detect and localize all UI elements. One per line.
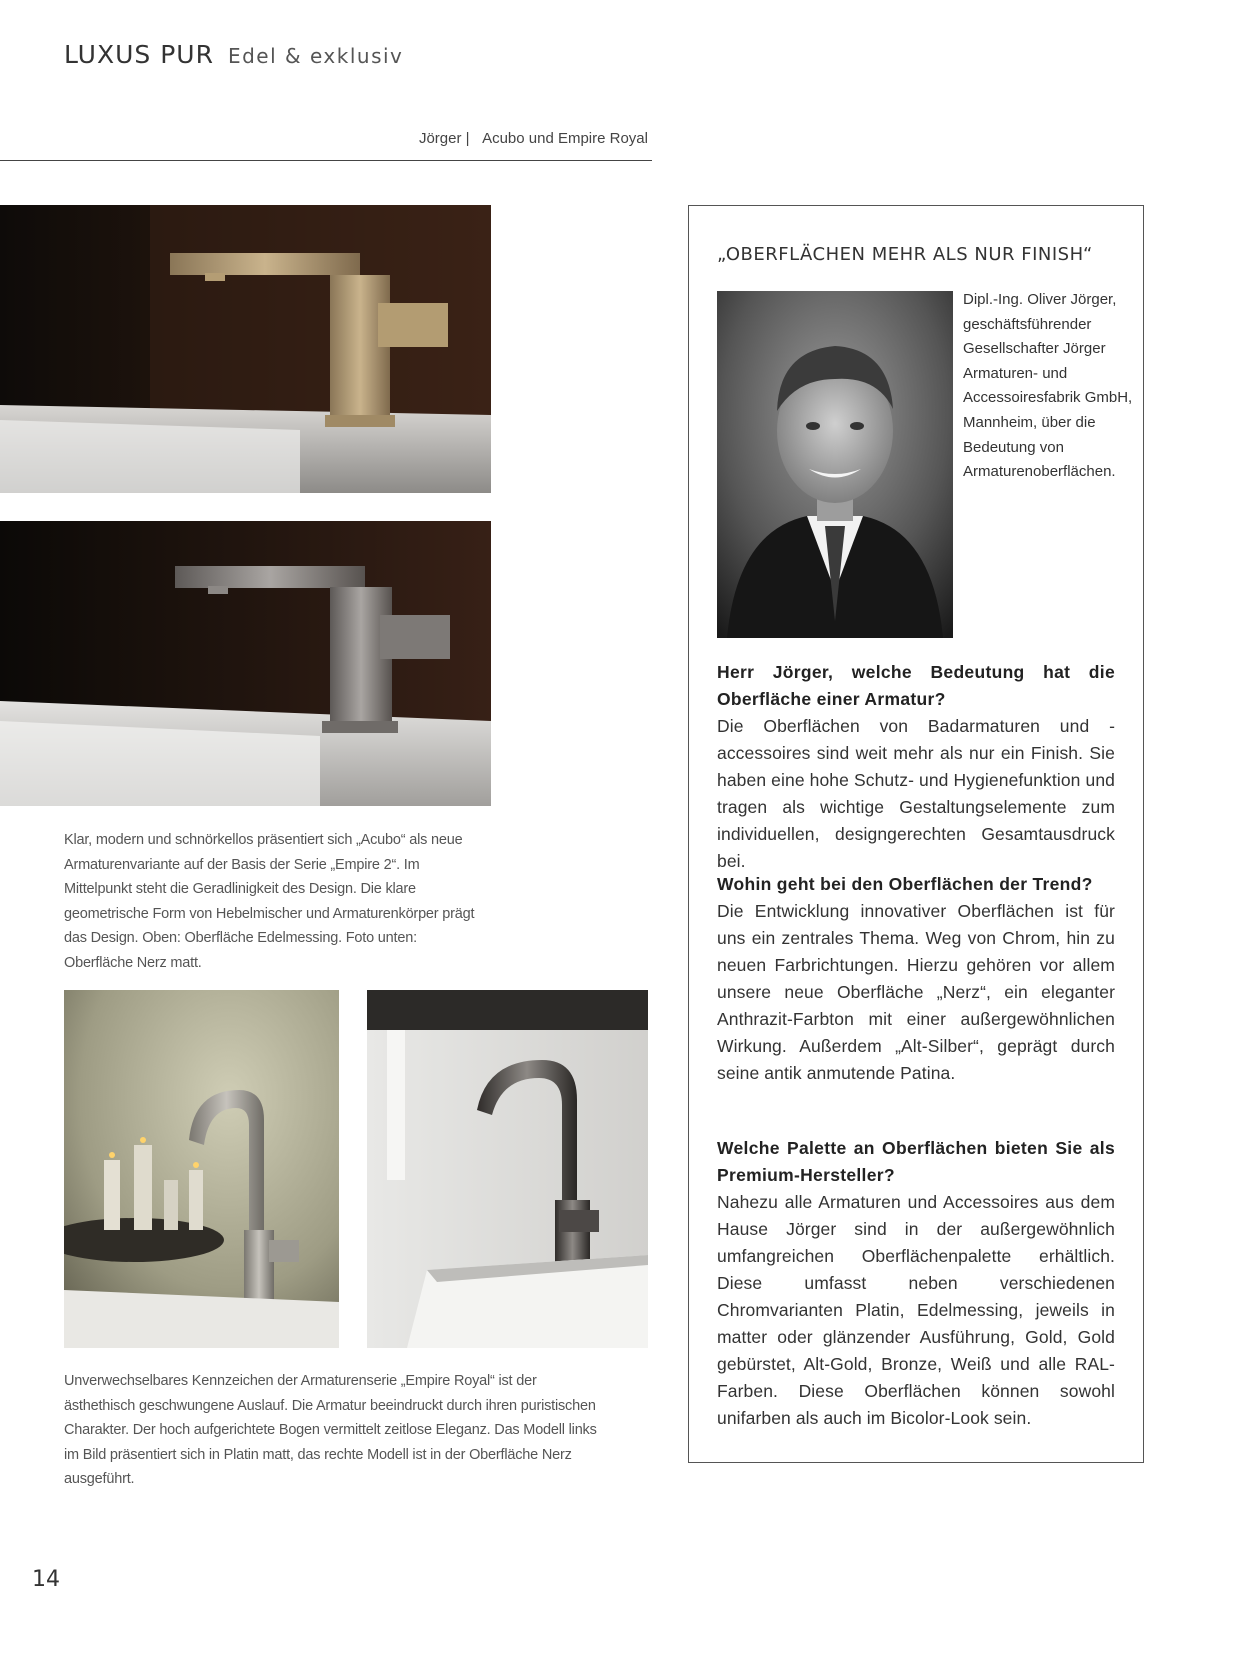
qa-block-3: [717, 1135, 1115, 1432]
header-rule: [0, 160, 652, 161]
interview-title: „OBERFLÄCHEN MEHR ALS NUR FINISH“: [717, 244, 1093, 265]
acubo-caption: Klar, modern und schnörkellos präsentiert sich „Acubo“ als neue Armaturenvariante auf der Basis der Serie „Empire 2“. Im Mittelpunkt steht die Geradlinigkeit des Design. Die klare geometrische Form von Hebelmischer und Armaturenkörper prägt das Design. Oben: Oberfläche Edelmessing. Foto unten: Oberfläche Nerz matt.: [64, 832, 475, 971]
answer-2: Die Entwicklung innovativer Oberflächen ist für uns ein zentrales Thema. Weg von Chrom, hin zu neuen Farbrichtungen. Hierzu gehören vor allem unsere neue Oberfläche „Nerz“, ein eleganter Anthrazit-Farbton mit einer außergewöhnlichen Wirkung. Außerdem „Alt-Silber“, geprägt durch seine antik anmutende Patina.: [717, 901, 1115, 1083]
answer-3: Nahezu alle Armaturen und Accessoires aus dem Hause Jörger sind in der außergewöhnlich umfangreichen Oberflächenpalette erhältlich. Diese umfasst neben verschiedenen Chromvarianten Platin, Edelmessing, jeweils in matter oder glänzender Ausführung, Gold, Gold gebürstet, Alt-Gold, Bronze, Weiß und alle RAL-Farben. Diese Oberflächen können sowohl unifarben als auch im Bicolor-Look sein.: [717, 1192, 1115, 1428]
page-number: 14: [32, 1567, 60, 1592]
answer-1: Die Oberflächen von Badarmaturen und -accessoires sind weit mehr als nur ein Finish. Sie haben eine hohe Schutz- und Hygienefunktion und tragen als wichtige Gestaltungselemente zum individuellen, designgerechten Gesamtausdruck bei.: [717, 716, 1115, 871]
breadcrumb: [0, 130, 648, 147]
qa-block-2: [717, 871, 1115, 1087]
interviewee-bio: Dipl.-Ing. Oliver Jörger, geschäftsführender Gesellschafter Jörger Armaturen- und Accessoiresfabrik GmbH, Mannheim, über die Bedeutung von Armaturenoberflächen.: [963, 291, 1133, 481]
question-3: Welche Palette an Oberflächen bieten Sie als Premium-Hersteller?: [717, 1138, 1115, 1185]
section-title: LUXUS PUR: [64, 40, 214, 69]
question-2: Wohin geht bei den Oberflächen der Trend?: [717, 874, 1093, 894]
page-header: [64, 40, 403, 69]
breadcrumb-series: Acubo und Empire Royal: [482, 130, 648, 147]
question-1: Herr Jörger, welche Bedeutung hat die Oberfläche einer Armatur?: [717, 662, 1115, 709]
qa-block-1: [717, 659, 1115, 875]
section-subtitle: Edel & exklusiv: [227, 44, 404, 68]
acubo-nerz-photo: [0, 521, 491, 806]
empire-royal-platin-photo: [64, 990, 339, 1348]
breadcrumb-brand: Jörger |: [418, 130, 470, 147]
empire-royal-caption: Unverwechselbares Kennzeichen der Armaturenserie „Empire Royal“ ist der ästhethisch geschwungene Auslauf. Die Armatur beeindruckt durch ihren puristischen Charakter. Der hoch aufgerichtete Bogen vermittelt zeitlose Eleganz. Das Modell links im Bild präsentiert sich in Platin matt, das rechte Modell ist in der Oberfläche Nerz ausgeführt.: [64, 1373, 597, 1487]
portrait-photo: [717, 291, 953, 638]
empire-royal-nerz-photo: [367, 990, 648, 1348]
acubo-brass-photo: [0, 205, 491, 493]
